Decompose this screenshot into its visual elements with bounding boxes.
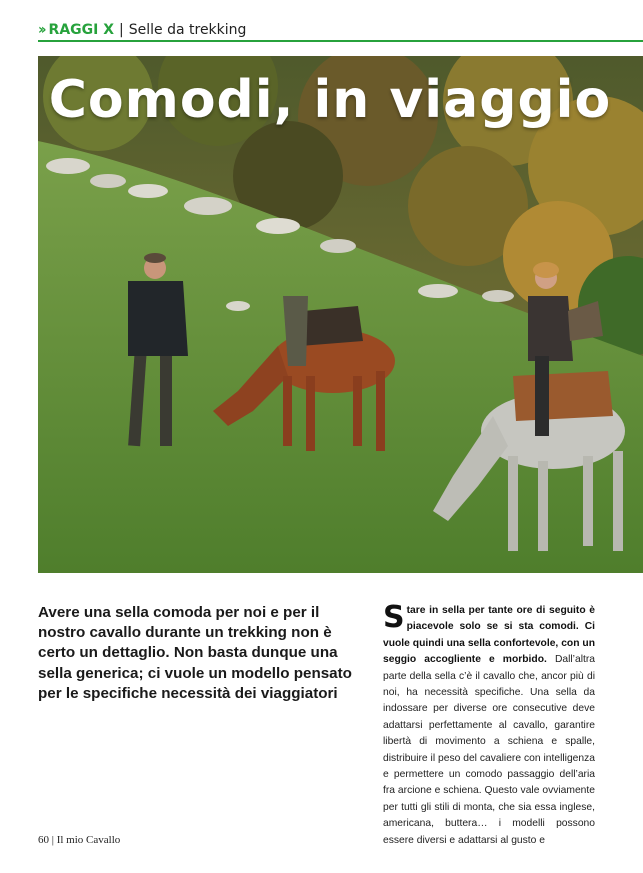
- header-separator: |: [119, 22, 124, 38]
- page-number: 60: [38, 834, 49, 846]
- section-topic: Selle da trekking: [128, 22, 247, 38]
- drop-cap: S: [383, 600, 405, 635]
- section-header: [38, 20, 246, 40]
- riders-horses-illustration: [38, 56, 643, 573]
- double-chevron-icon: ››: [38, 22, 44, 38]
- article-body: [383, 600, 595, 849]
- page-footer: [38, 834, 120, 846]
- footer-separator: |: [51, 834, 54, 846]
- section-label: RAGGI X: [48, 22, 115, 38]
- article-lead: Avere una sella comoda per noi e per il nostro cavallo durante un trekking non è certo un dettaglio. Non basta dunque una sella generica; ci vuole un modello pensato per le specifiche necessità dei viaggiatori: [38, 604, 352, 702]
- magazine-name: Il mio Cavallo: [56, 834, 121, 846]
- hero-photo: [38, 56, 643, 573]
- article-intro: tare in sella per tante ore di seguito è piacevole solo se si sta comodi. Ci vuole quindi una sella confortevole, con un seggio accogliente e morbido.: [383, 605, 595, 666]
- article-text: Dall’altra parte della sella c’è il cavallo che, ancor più di noi, ha necessità specifiche. Una sella da indossare per diverse ore consecutive deve adattarsi perfettamente al cavallo, garantire libertà di movimento a schiena e spalle, distribuire il peso del cavaliere con intelligenza e permettere un comodo passaggio dell’aria fra arcione e schiena. Questo vale ovviamente per tutti gli stili di monta, che sia essa inglese, americana, buttera… i modelli possono essere diversi e adattarsi al gusto e: [383, 654, 595, 846]
- header-rule: [38, 40, 643, 42]
- article-headline: Comodi, in viaggio: [48, 70, 612, 130]
